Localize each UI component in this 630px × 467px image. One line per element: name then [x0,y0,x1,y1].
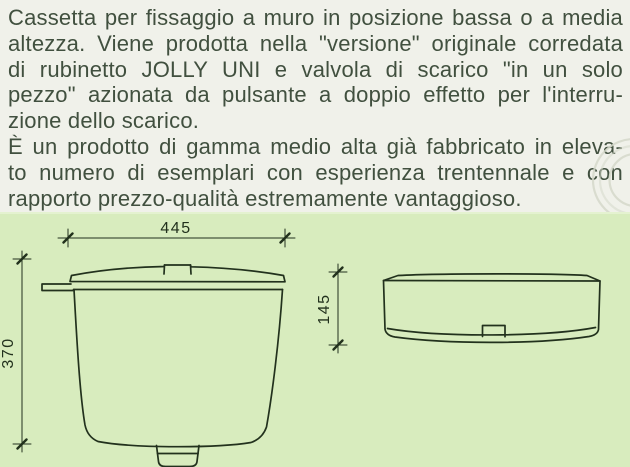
description-line-7: to numero di esemplari con esperienza trentennale e con [8,159,623,185]
description-line-5: zione dello scarico. [8,108,200,134]
technical-drawing-panel [0,212,630,467]
description-line-4: pezzo" azionata da pulsante a doppio effetto per l'interru- [8,82,623,108]
lid-button-divider [164,265,191,274]
cistern-lid [70,265,285,282]
lid-bottom-inner-edge [388,328,596,335]
description-line-8: rapporto prezzo-qualità estremamente vantaggioso. [8,185,522,211]
dimension-width [58,220,295,247]
dimension-height [0,251,31,452]
front-width-label: 445 [160,220,192,237]
outlet-spout [157,446,200,467]
lid-top-chamfer [384,281,601,282]
product-description [0,0,630,212]
inlet-tab [42,284,74,291]
description-line-1: Cassetta per fissaggio a muro in posizione bassa o a media [8,5,623,30]
dimension-depth [316,264,347,353]
side-view-drawing [316,264,600,353]
front-view-drawing [0,220,295,467]
description-line-2: altezza. Viene prodotta nella "versione" originale corredata [8,30,623,56]
cistern-drawings [0,214,630,467]
front-height-label: 370 [0,337,17,369]
description-line-3: di rubinetto JOLLY UNI e valvola di scarico "in un solo [8,56,623,82]
description-line-6: È un prodotto di gamma medio alta già fabbricato in eleva- [8,133,623,159]
cistern-body [74,290,283,447]
side-depth-label: 145 [316,293,333,325]
